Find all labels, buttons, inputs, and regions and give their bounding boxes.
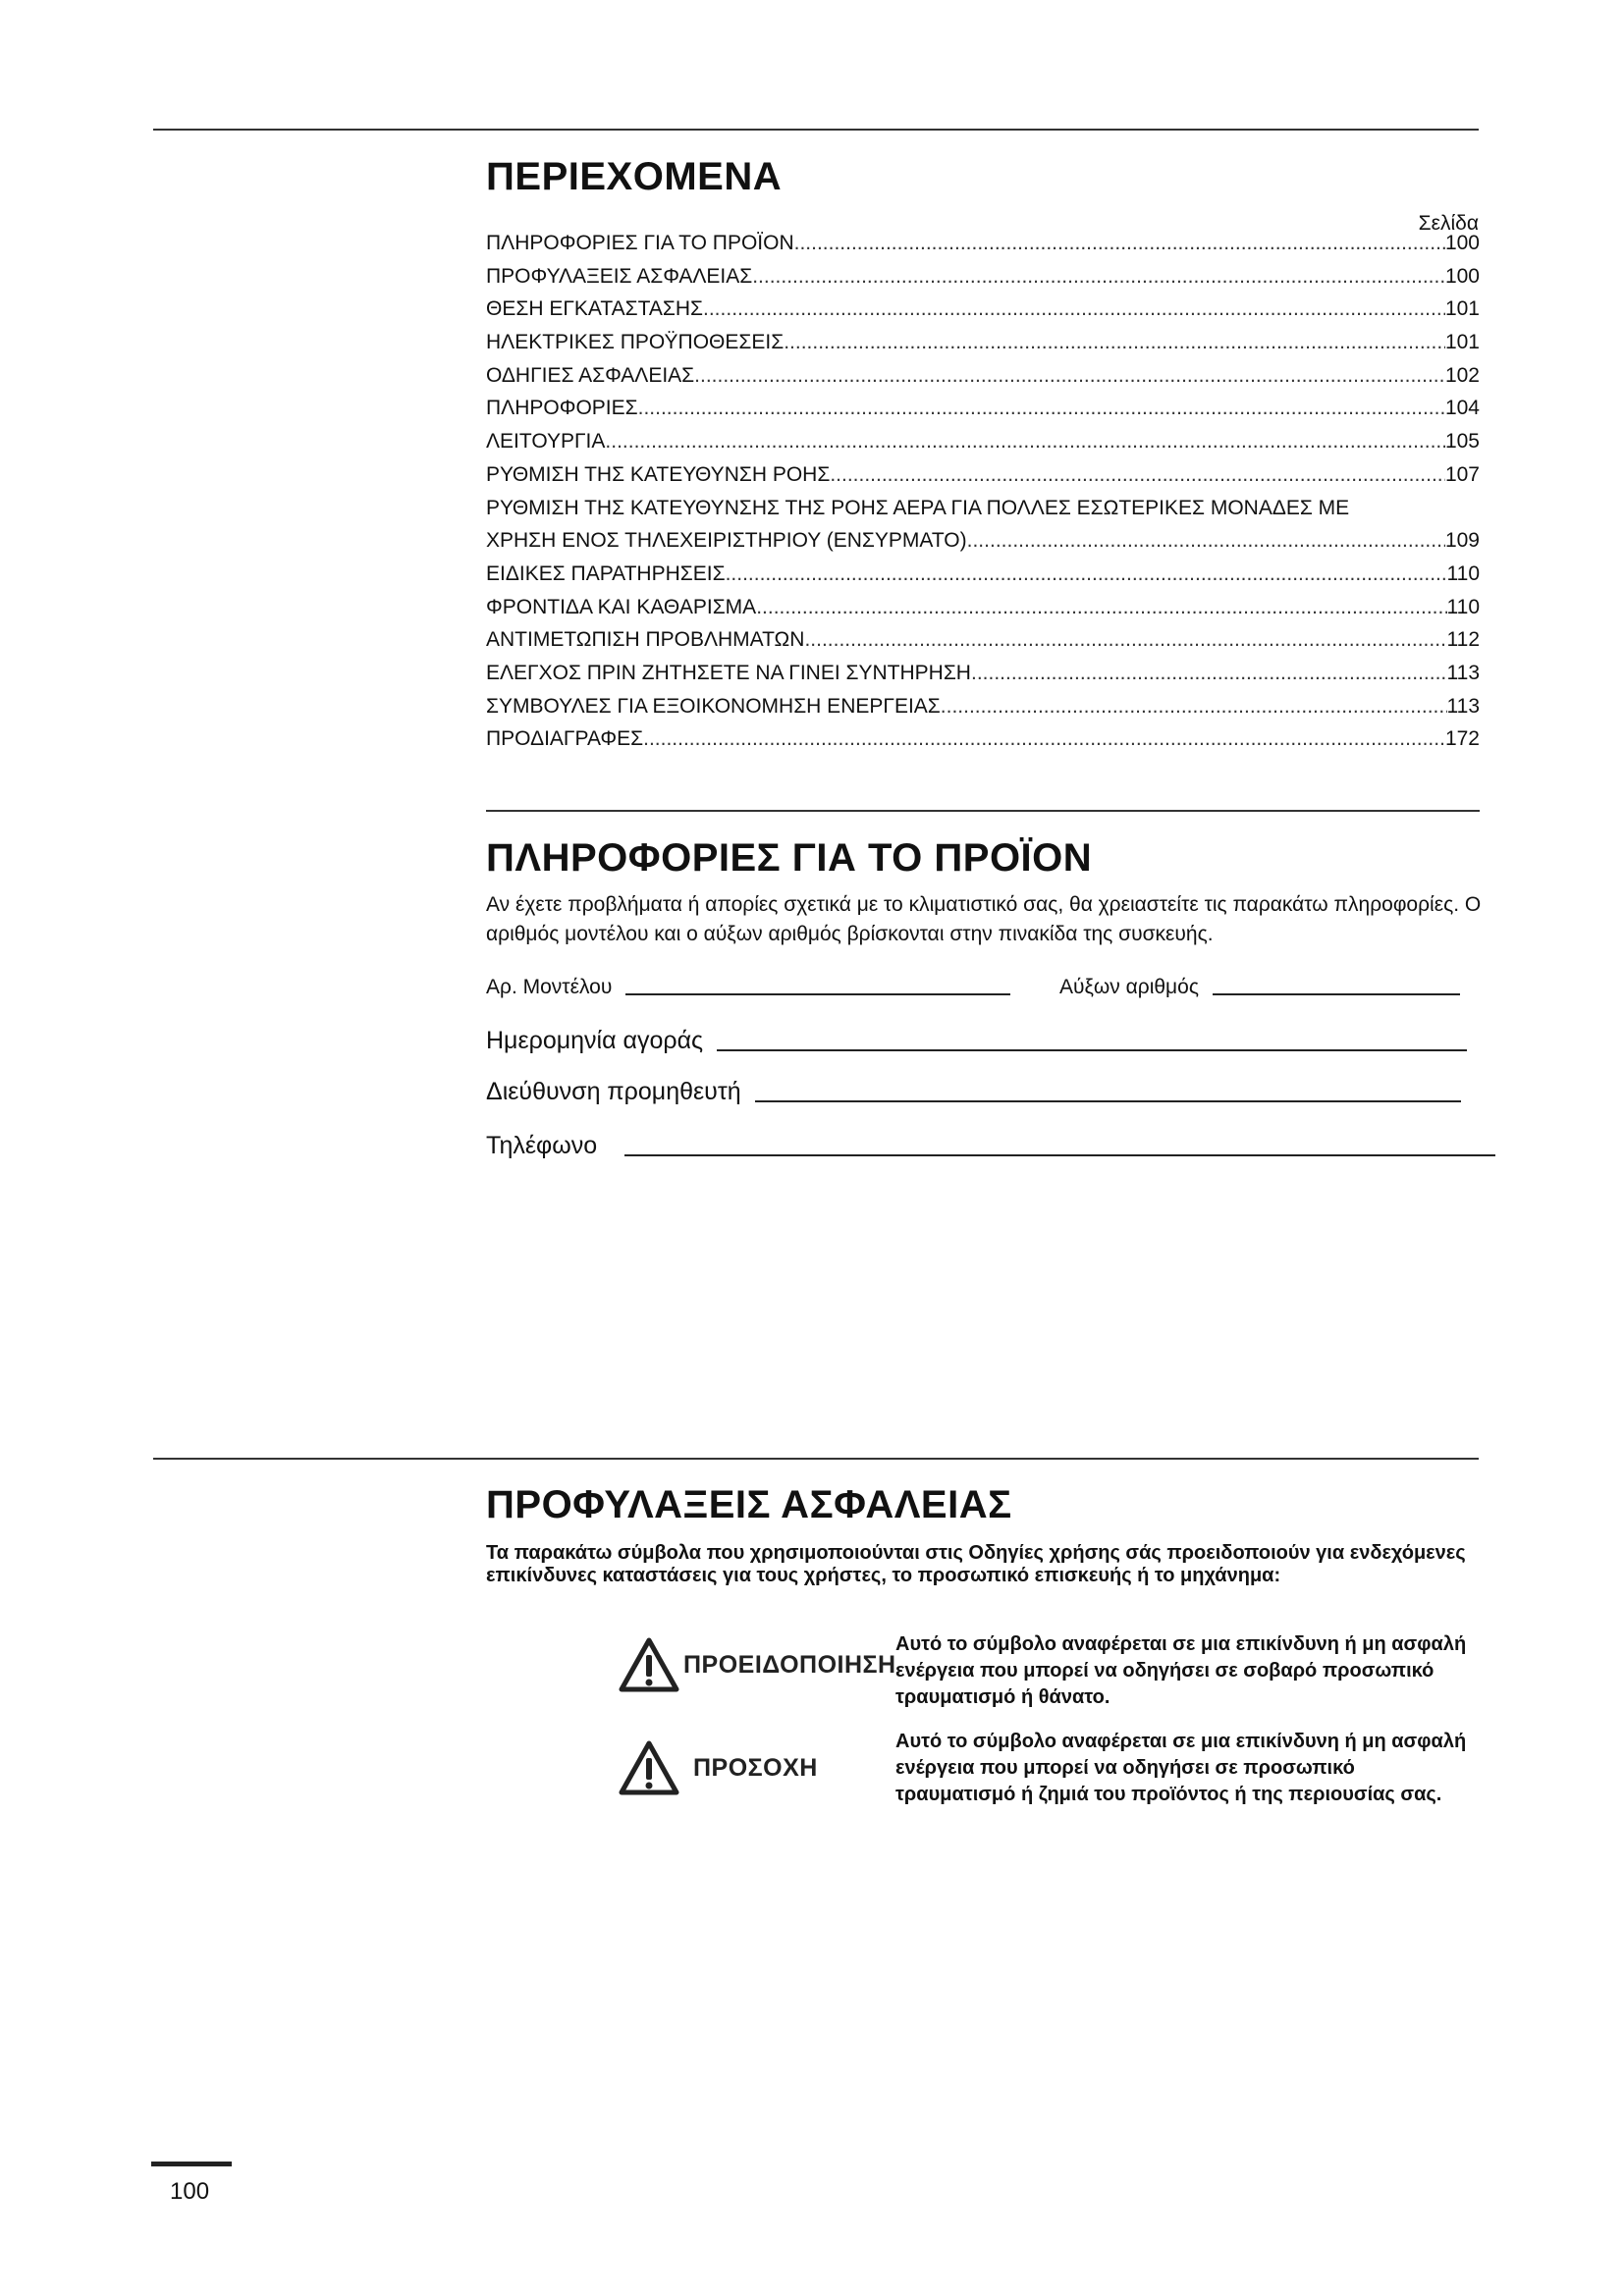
toc-entry bbox=[486, 497, 1480, 530]
page-number-bar bbox=[151, 2162, 232, 2166]
model-number-field bbox=[486, 976, 1010, 999]
toc-entry bbox=[486, 628, 1480, 662]
toc-entry-page: 104 bbox=[1444, 397, 1480, 420]
toc-entry-title: ΕΙΔΙΚΕΣ ΠΑΡΑΤΗΡΗΣΕΙΣ bbox=[486, 561, 726, 585]
toc-leader-dots bbox=[726, 562, 1447, 586]
product-info-heading: ΠΛΗΡΟΦΟΡΙΕΣ ΓΙΑ ΤΟ ΠΡΟΪΟΝ bbox=[486, 836, 1093, 880]
toc-page-header: Σελίδα bbox=[1418, 212, 1479, 235]
purchase-date-label: Ημερομηνία αγοράς bbox=[486, 1027, 704, 1054]
toc-leader-dots bbox=[756, 596, 1446, 619]
toc-entry-page: 102 bbox=[1444, 363, 1480, 387]
toc-entry-title: ΕΛΕΓΧΟΣ ΠΡΙΝ ΖΗΤΗΣΕΤΕ ΝΑ ΓΙΝΕΙ ΣΥΝΤΗΡΗΣΗ bbox=[486, 661, 971, 684]
dealer-address-blank bbox=[755, 1100, 1461, 1102]
toc-entry-page: 107 bbox=[1444, 462, 1480, 486]
serial-number-field bbox=[1059, 976, 1460, 999]
caution-label: ΠΡΟΣΟΧΗ bbox=[693, 1753, 818, 1782]
toc-entry-page: 100 bbox=[1444, 264, 1480, 288]
toc-leader-dots bbox=[638, 397, 1445, 420]
dealer-address-field bbox=[486, 1078, 1461, 1106]
phone-label: Τηλέφωνο bbox=[486, 1132, 598, 1159]
toc-entry-title: ΛΕΙΤΟΥΡΓΙΑ bbox=[486, 430, 606, 454]
toc-entry-title: ΧΡΗΣΗ ΕΝΟΣ ΤΗΛΕΧΕΙΡΙΣΤΗΡΙΟΥ (ΕΝΣΥΡΜΑΤΟ) bbox=[486, 529, 967, 553]
toc-entry-title: ΠΛΗΡΟΦΟΡΙΕΣ bbox=[486, 397, 638, 420]
toc-entry bbox=[486, 232, 1480, 265]
safety-divider bbox=[153, 1458, 1479, 1460]
serial-number-label: Αύξων αριθμός bbox=[1059, 976, 1199, 998]
toc-entry bbox=[486, 430, 1480, 463]
toc-entry-title: ΑΝΤΙΜΕΤΩΠΙΣΗ ΠΡΟΒΛΗΜΑΤΩΝ bbox=[486, 628, 805, 652]
toc-entry bbox=[486, 364, 1480, 398]
toc-leader-dots bbox=[784, 331, 1445, 354]
toc-leader-dots bbox=[605, 430, 1445, 454]
toc-entry-title: ΠΡΟΦΥΛΑΞΕΙΣ ΑΣΦΑΛΕΙΑΣ bbox=[486, 264, 753, 288]
toc-entry-title: ΠΛΗΡΟΦΟΡΙΕΣ ΓΙΑ ΤΟ ΠΡΟΪΟΝ bbox=[486, 232, 794, 254]
toc-entry-title: ΗΛΕΚΤΡΙΚΕΣ ΠΡΟΫΠΟΘΕΣΕΙΣ bbox=[486, 331, 785, 354]
section-divider bbox=[486, 810, 1480, 812]
toc-entry bbox=[486, 695, 1480, 728]
serial-number-blank bbox=[1213, 993, 1460, 995]
warning-label: ΠΡΟΕΙΔΟΠΟΙΗΣΗ bbox=[683, 1650, 896, 1679]
toc-entry-page: 109 bbox=[1444, 529, 1480, 553]
toc-leader-dots bbox=[752, 265, 1445, 289]
toc-entry-title: ΘΕΣΗ ΕΓΚΑΤΑΣΤΑΣΗΣ bbox=[486, 297, 704, 321]
toc-leader-dots bbox=[971, 662, 1447, 685]
toc-leader-dots bbox=[703, 297, 1445, 321]
warning-description: Αυτό το σύμβολο αναφέρεται σε μια επικίνδυνη ή μη ασφαλή ενέργεια που μπορεί να οδηγήσει σε σοβαρό προσωπικό τραυματισμό ή θάνατο. bbox=[895, 1633, 1467, 1708]
toc-entry bbox=[486, 331, 1480, 364]
toc-entry-title: ΟΔΗΓΙΕΣ ΑΣΦΑΛΕΙΑΣ bbox=[486, 363, 695, 387]
caution-symbol bbox=[619, 1740, 818, 1795]
toc-entry bbox=[486, 529, 1480, 562]
toc-entry-page: 110 bbox=[1446, 561, 1480, 585]
toc-entry-title: ΡΥΘΜΙΣΗ ΤΗΣ ΚΑΤΕΥΘΥΝΣΗ ΡΟΗΣ bbox=[486, 462, 831, 486]
toc-entry bbox=[486, 463, 1480, 497]
model-number-label: Αρ. Μοντέλου bbox=[486, 976, 613, 998]
toc-leader-dots bbox=[941, 695, 1447, 719]
toc-entry bbox=[486, 297, 1480, 331]
toc-leader-dots bbox=[643, 727, 1445, 751]
toc-entry bbox=[486, 562, 1480, 596]
toc-leader-dots bbox=[967, 529, 1445, 553]
toc-entry-page: 113 bbox=[1446, 694, 1480, 718]
safety-heading: ΠΡΟΦΥΛΑΞΕΙΣ ΑΣΦΑΛΕΙΑΣ bbox=[486, 1483, 1012, 1526]
toc-entry-page: 105 bbox=[1444, 430, 1480, 454]
warning-triangle-icon bbox=[619, 1740, 679, 1795]
toc-entry-page: 112 bbox=[1446, 628, 1480, 652]
page-number: 100 bbox=[170, 2178, 210, 2205]
toc-entry-page: 110 bbox=[1446, 595, 1480, 618]
toc-entry bbox=[486, 596, 1480, 629]
toc-entry-page: 101 bbox=[1444, 331, 1480, 354]
toc-entry bbox=[486, 662, 1480, 695]
top-divider bbox=[153, 129, 1479, 131]
toc-entry-page: 101 bbox=[1444, 297, 1480, 321]
warning-symbol bbox=[619, 1637, 896, 1692]
product-info-intro: Αν έχετε προβλήματα ή απορίες σχετικά με το κλιματιστικό σας, θα χρειαστείτε τις παρακάτω πληροφορίες. Ο αριθμός μοντέλου και ο αύξων αριθμός βρίσκονται στην πινακίδα της συσκευής. bbox=[486, 893, 1482, 945]
toc-entry-page: 113 bbox=[1446, 661, 1480, 684]
table-of-contents bbox=[486, 232, 1480, 761]
toc-entry-page: 172 bbox=[1444, 727, 1480, 751]
toc-leader-dots bbox=[794, 232, 1445, 255]
toc-entry-title: ΠΡΟΔΙΑΓΡΑΦΕΣ bbox=[486, 727, 644, 751]
toc-entry-title: ΦΡΟΝΤΙΔΑ ΚΑΙ ΚΑΘΑΡΙΣΜΑ bbox=[486, 595, 757, 618]
toc-leader-dots bbox=[830, 463, 1445, 487]
purchase-date-field bbox=[486, 1027, 1467, 1055]
caution-description: Αυτό το σύμβολο αναφέρεται σε μια επικίνδυνη ή μη ασφαλή ενέργεια που μπορεί να οδηγήσει σε προσωπικό τραυματισμό ή ζημιά του προϊόντος ή της περιουσίας σας. bbox=[895, 1731, 1467, 1805]
toc-entry bbox=[486, 727, 1480, 761]
toc-leader-dots bbox=[804, 628, 1446, 652]
model-number-blank bbox=[625, 993, 1010, 995]
toc-entry-page: 100 bbox=[1444, 232, 1480, 254]
phone-blank bbox=[624, 1154, 1495, 1156]
toc-entry bbox=[486, 265, 1480, 298]
toc-leader-dots bbox=[694, 364, 1445, 388]
toc-heading: ΠΕΡΙΕΧΟΜΕΝΑ bbox=[486, 155, 783, 198]
warning-triangle-icon bbox=[619, 1637, 679, 1692]
phone-field bbox=[486, 1132, 1495, 1160]
toc-entry-title: ΣΥΜΒΟΥΛΕΣ ΓΙΑ ΕΞΟΙΚΟΝΟΜΗΣΗ ΕΝΕΡΓΕΙΑΣ bbox=[486, 694, 941, 718]
safety-intro: Τα παρακάτω σύμβολα που χρησιμοποιούνται στις Οδηγίες χρήσης σάς προειδοποιούν για ενδεχόμενες επικίνδυνες καταστάσεις για τους χρήστες, το προσωπικό επισκευής ή το μηχάνημα: bbox=[486, 1542, 1466, 1586]
toc-entry-title: ΡΥΘΜΙΣΗ ΤΗΣ ΚΑΤΕΥΘΥΝΣΗΣ ΤΗΣ ΡΟΗΣ ΑΕΡΑ ΓΙΑ ΠΟΛΛΕΣ ΕΣΩΤΕΡΙΚΕΣ ΜΟΝΑΔΕΣ ΜΕ bbox=[486, 496, 1350, 519]
dealer-address-label: Διεύθυνση προμηθευτή bbox=[486, 1078, 741, 1105]
purchase-date-blank bbox=[717, 1049, 1467, 1051]
toc-entry bbox=[486, 397, 1480, 430]
